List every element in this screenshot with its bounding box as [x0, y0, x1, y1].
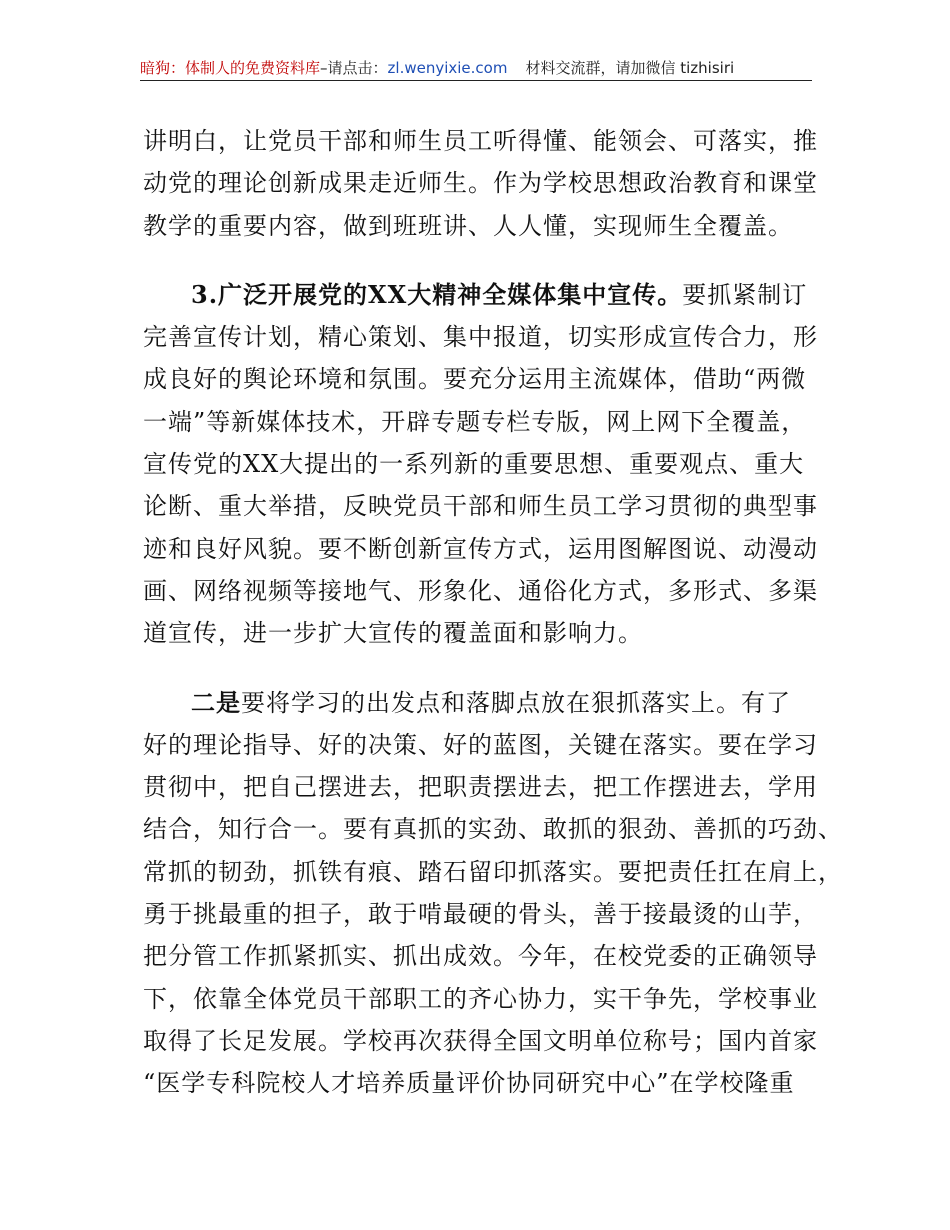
- text-line-first: [143, 682, 833, 724]
- document-body: [143, 120, 843, 1105]
- text-line: 论断、重大举措，反映党员干部和师生员工学习贯彻的典型事: [143, 492, 818, 521]
- header-group-note: 材料交流群，请加微信 tizhisiri: [525, 59, 735, 77]
- paragraph-3: [143, 682, 843, 1105]
- header-url-link[interactable]: zl.wenyixie.com: [387, 59, 508, 77]
- header-click-prompt: –请点击：: [320, 59, 388, 77]
- text-line: 宣传党的XX大提出的一系列新的重要思想、重要观点、重大: [143, 450, 805, 479]
- text-line: 一端”等新媒体技术，开辟专题专栏专版，网上网下全覆盖，: [143, 407, 807, 436]
- text-line: 讲明白，让党员干部和师生员工听得懂、能领会、可落实，推: [143, 127, 818, 155]
- text-line: 好的理论指导、好的决策、好的蓝图，关键在落实。要在学习: [143, 730, 818, 759]
- text-run: 要将学习的出发点和落脚点放在狠抓落实上。有了: [241, 688, 791, 717]
- text-line: 把分管工作抓紧抓实、抓出成效。今年，在校党委的正确领导: [143, 942, 818, 971]
- section-heading: 3.广泛开展党的XX大精神全媒体集中宣传。: [191, 279, 683, 309]
- text-line: 贯彻中，把自己摆进去，把职责摆进去，把工作摆进去，学用: [143, 773, 818, 802]
- text-line: 道宣传，进一步扩大宣传的覆盖面和影响力。: [143, 619, 643, 648]
- text-line: 教学的重要内容，做到班班讲、人人懂，实现师生全覆盖。: [143, 211, 793, 240]
- text-line: “医学专科院校人才培养质量评价协同研究中心”在学校隆重: [143, 1069, 795, 1098]
- paragraph-1: [143, 120, 833, 247]
- lead-phrase: 二是: [191, 687, 241, 717]
- text-line: 成良好的舆论环境和氛围。要充分运用主流媒体，借助“两微: [143, 365, 807, 394]
- text-run: 要抓紧制订: [682, 280, 808, 309]
- text-line: 画、网络视频等接地气、形象化、通俗化方式，多形式、多渠: [143, 576, 818, 605]
- text-line: 结合，知行合一。要有真抓的实劲、敢抓的狠劲、善抓的巧劲、: [143, 815, 843, 844]
- paragraph-2: [143, 274, 833, 655]
- text-line: 下，依靠全体党员干部职工的齐心协力，实干争先，学校事业: [143, 984, 818, 1013]
- header-site-name: 暗狗：体制人的免费资料库: [140, 59, 321, 77]
- text-line: 迹和良好风貌。要不断创新宣传方式，运用图解图说、动漫动: [143, 534, 818, 563]
- document-header: [140, 58, 812, 81]
- text-line: 动党的理论创新成果走近师生。作为学校思想政治教育和课堂: [143, 169, 818, 198]
- text-line-first: [143, 274, 833, 316]
- text-line: 完善宣传计划，精心策划、集中报道，切实形成宣传合力，形: [143, 323, 818, 352]
- text-line: 常抓的韧劲，抓铁有痕、踏石留印抓落实。要把责任扛在肩上，: [143, 857, 843, 886]
- text-line: 取得了长足发展。学校再次获得全国文明单位称号；国内首家: [143, 1026, 818, 1055]
- text-line: 勇于挑最重的担子，敢于啃最硬的骨头，善于接最烫的山芋，: [143, 900, 818, 929]
